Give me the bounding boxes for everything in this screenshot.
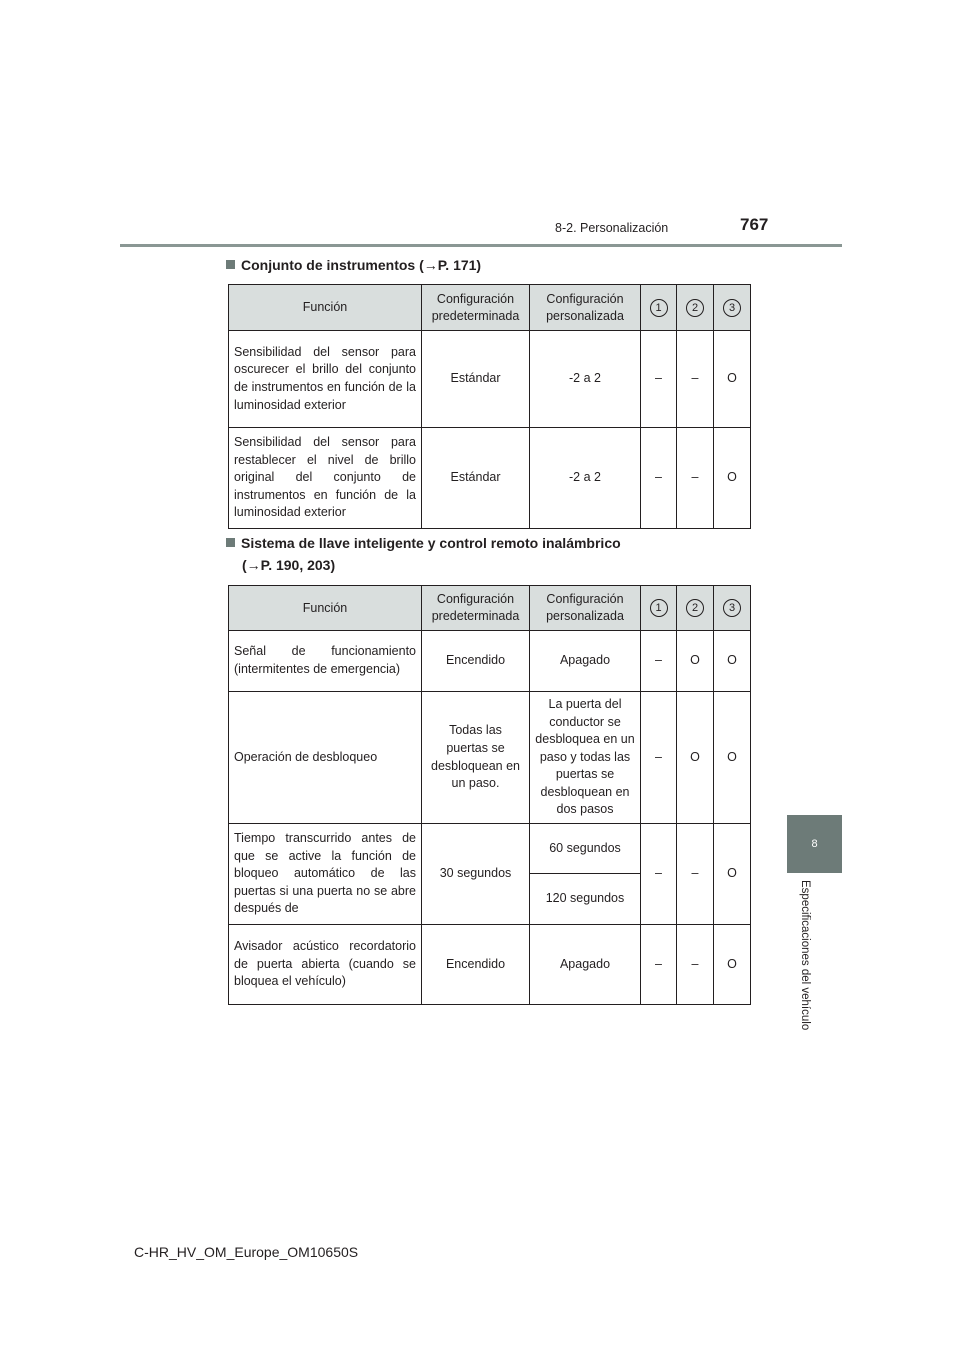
table-header-row <box>229 586 751 631</box>
smart-key-table <box>228 585 751 1005</box>
cell-mode-1: – <box>641 331 677 428</box>
cell-custom-option-2: 120 segundos <box>530 874 641 924</box>
header-mode-2 <box>677 586 714 631</box>
header-default: Configuración predeterminada <box>422 586 530 631</box>
section-title-reference: (→P. 190, 203) <box>242 557 336 573</box>
cell-mode-3: O <box>714 631 751 692</box>
circled-number-1-icon: 1 <box>650 299 668 317</box>
cell-mode-1: – <box>641 631 677 692</box>
cell-mode-1: – <box>641 924 677 1004</box>
page-number: 767 <box>740 215 769 234</box>
cell-mode-2: – <box>677 824 714 925</box>
table-header-row <box>229 285 751 331</box>
cell-custom: La puerta del conductor se desbloquea en un paso y todas las puertas se desbloquean en dos pasos <box>530 692 641 824</box>
cell-mode-3: O <box>714 692 751 824</box>
header-function: Función <box>229 285 422 331</box>
cell-custom-option-1: 60 segundos <box>530 824 641 874</box>
cell-mode-3: O <box>714 924 751 1004</box>
cell-function: Avisador acústico recordatorio de puerta abierta (cuando se bloquea el vehículo) <box>229 924 422 1004</box>
cell-mode-1: – <box>641 692 677 824</box>
cell-mode-1: – <box>641 824 677 925</box>
cell-function: Tiempo transcurrido antes de que se active la función de bloqueo automático de las puertas si una puerta no se abre después de <box>229 824 422 925</box>
footer-doc-code: C-HR_HV_OM_Europe_OM10650S <box>134 1244 359 1260</box>
cell-mode-2: O <box>677 631 714 692</box>
cell-default: Estándar <box>422 428 530 529</box>
cell-default: Encendido <box>422 924 530 1004</box>
section-bullet <box>226 538 235 547</box>
cell-mode-2: O <box>677 692 714 824</box>
section-bullet <box>226 260 235 269</box>
cell-default: Estándar <box>422 331 530 428</box>
header-custom: Configuración personalizada <box>530 285 641 331</box>
cell-custom: -2 a 2 <box>530 428 641 529</box>
cell-mode-2: – <box>677 924 714 1004</box>
table-row <box>229 331 751 428</box>
circled-number-3-icon: 3 <box>723 599 741 617</box>
section-title-text: Sistema de llave inteligente y control remoto inalámbrico <box>241 535 621 551</box>
cell-function: Sensibilidad del sensor para oscurecer el brillo del conjunto de instrumentos en función de la luminosidad exterior <box>229 331 422 428</box>
table-row <box>229 428 751 529</box>
table-row <box>229 631 751 692</box>
cell-mode-3: O <box>714 331 751 428</box>
cell-function: Sensibilidad del sensor para restablecer el nivel de brillo original del conjunto de instrumentos en función de la luminosidad exterior <box>229 428 422 529</box>
header-function: Función <box>229 586 422 631</box>
header-rule <box>120 244 842 247</box>
header-mode-3 <box>714 586 751 631</box>
cell-mode-3: O <box>714 428 751 529</box>
header-mode-2 <box>677 285 714 331</box>
circled-number-2-icon: 2 <box>686 599 704 617</box>
cell-mode-2: – <box>677 428 714 529</box>
header-mode-1 <box>641 586 677 631</box>
header-default: Configuración predeterminada <box>422 285 530 331</box>
header-mode-3 <box>714 285 751 331</box>
header-mode-1 <box>641 285 677 331</box>
section-title-smart-key <box>226 532 621 576</box>
cell-mode-2: – <box>677 331 714 428</box>
table-row <box>229 692 751 824</box>
cell-function: Señal de funcionamiento (intermitentes de emergencia) <box>229 631 422 692</box>
cell-default: Encendido <box>422 631 530 692</box>
header-section-title: 8-2. Personalización <box>555 221 669 235</box>
cell-mode-3: O <box>714 824 751 925</box>
table-row <box>229 924 751 1004</box>
circled-number-1-icon: 1 <box>650 599 668 617</box>
cell-custom: -2 a 2 <box>530 331 641 428</box>
header-custom: Configuración personalizada <box>530 586 641 631</box>
cell-custom: Apagado <box>530 631 641 692</box>
circled-number-3-icon: 3 <box>723 299 741 317</box>
cell-mode-1: – <box>641 428 677 529</box>
chapter-title-vertical: Especificaciones del vehículo <box>799 880 811 1031</box>
cell-default: 30 segundos <box>422 824 530 925</box>
cell-default: Todas las puertas se desbloquean en un paso. <box>422 692 530 824</box>
section-title-text: Conjunto de instrumentos (→P. 171) <box>241 257 482 273</box>
cell-function: Operación de desbloqueo <box>229 692 422 824</box>
chapter-tab: 8 <box>787 815 842 873</box>
section-title-instruments <box>226 254 481 276</box>
table-row <box>229 824 751 874</box>
instruments-table <box>228 284 751 529</box>
cell-custom: Apagado <box>530 924 641 1004</box>
circled-number-2-icon: 2 <box>686 299 704 317</box>
